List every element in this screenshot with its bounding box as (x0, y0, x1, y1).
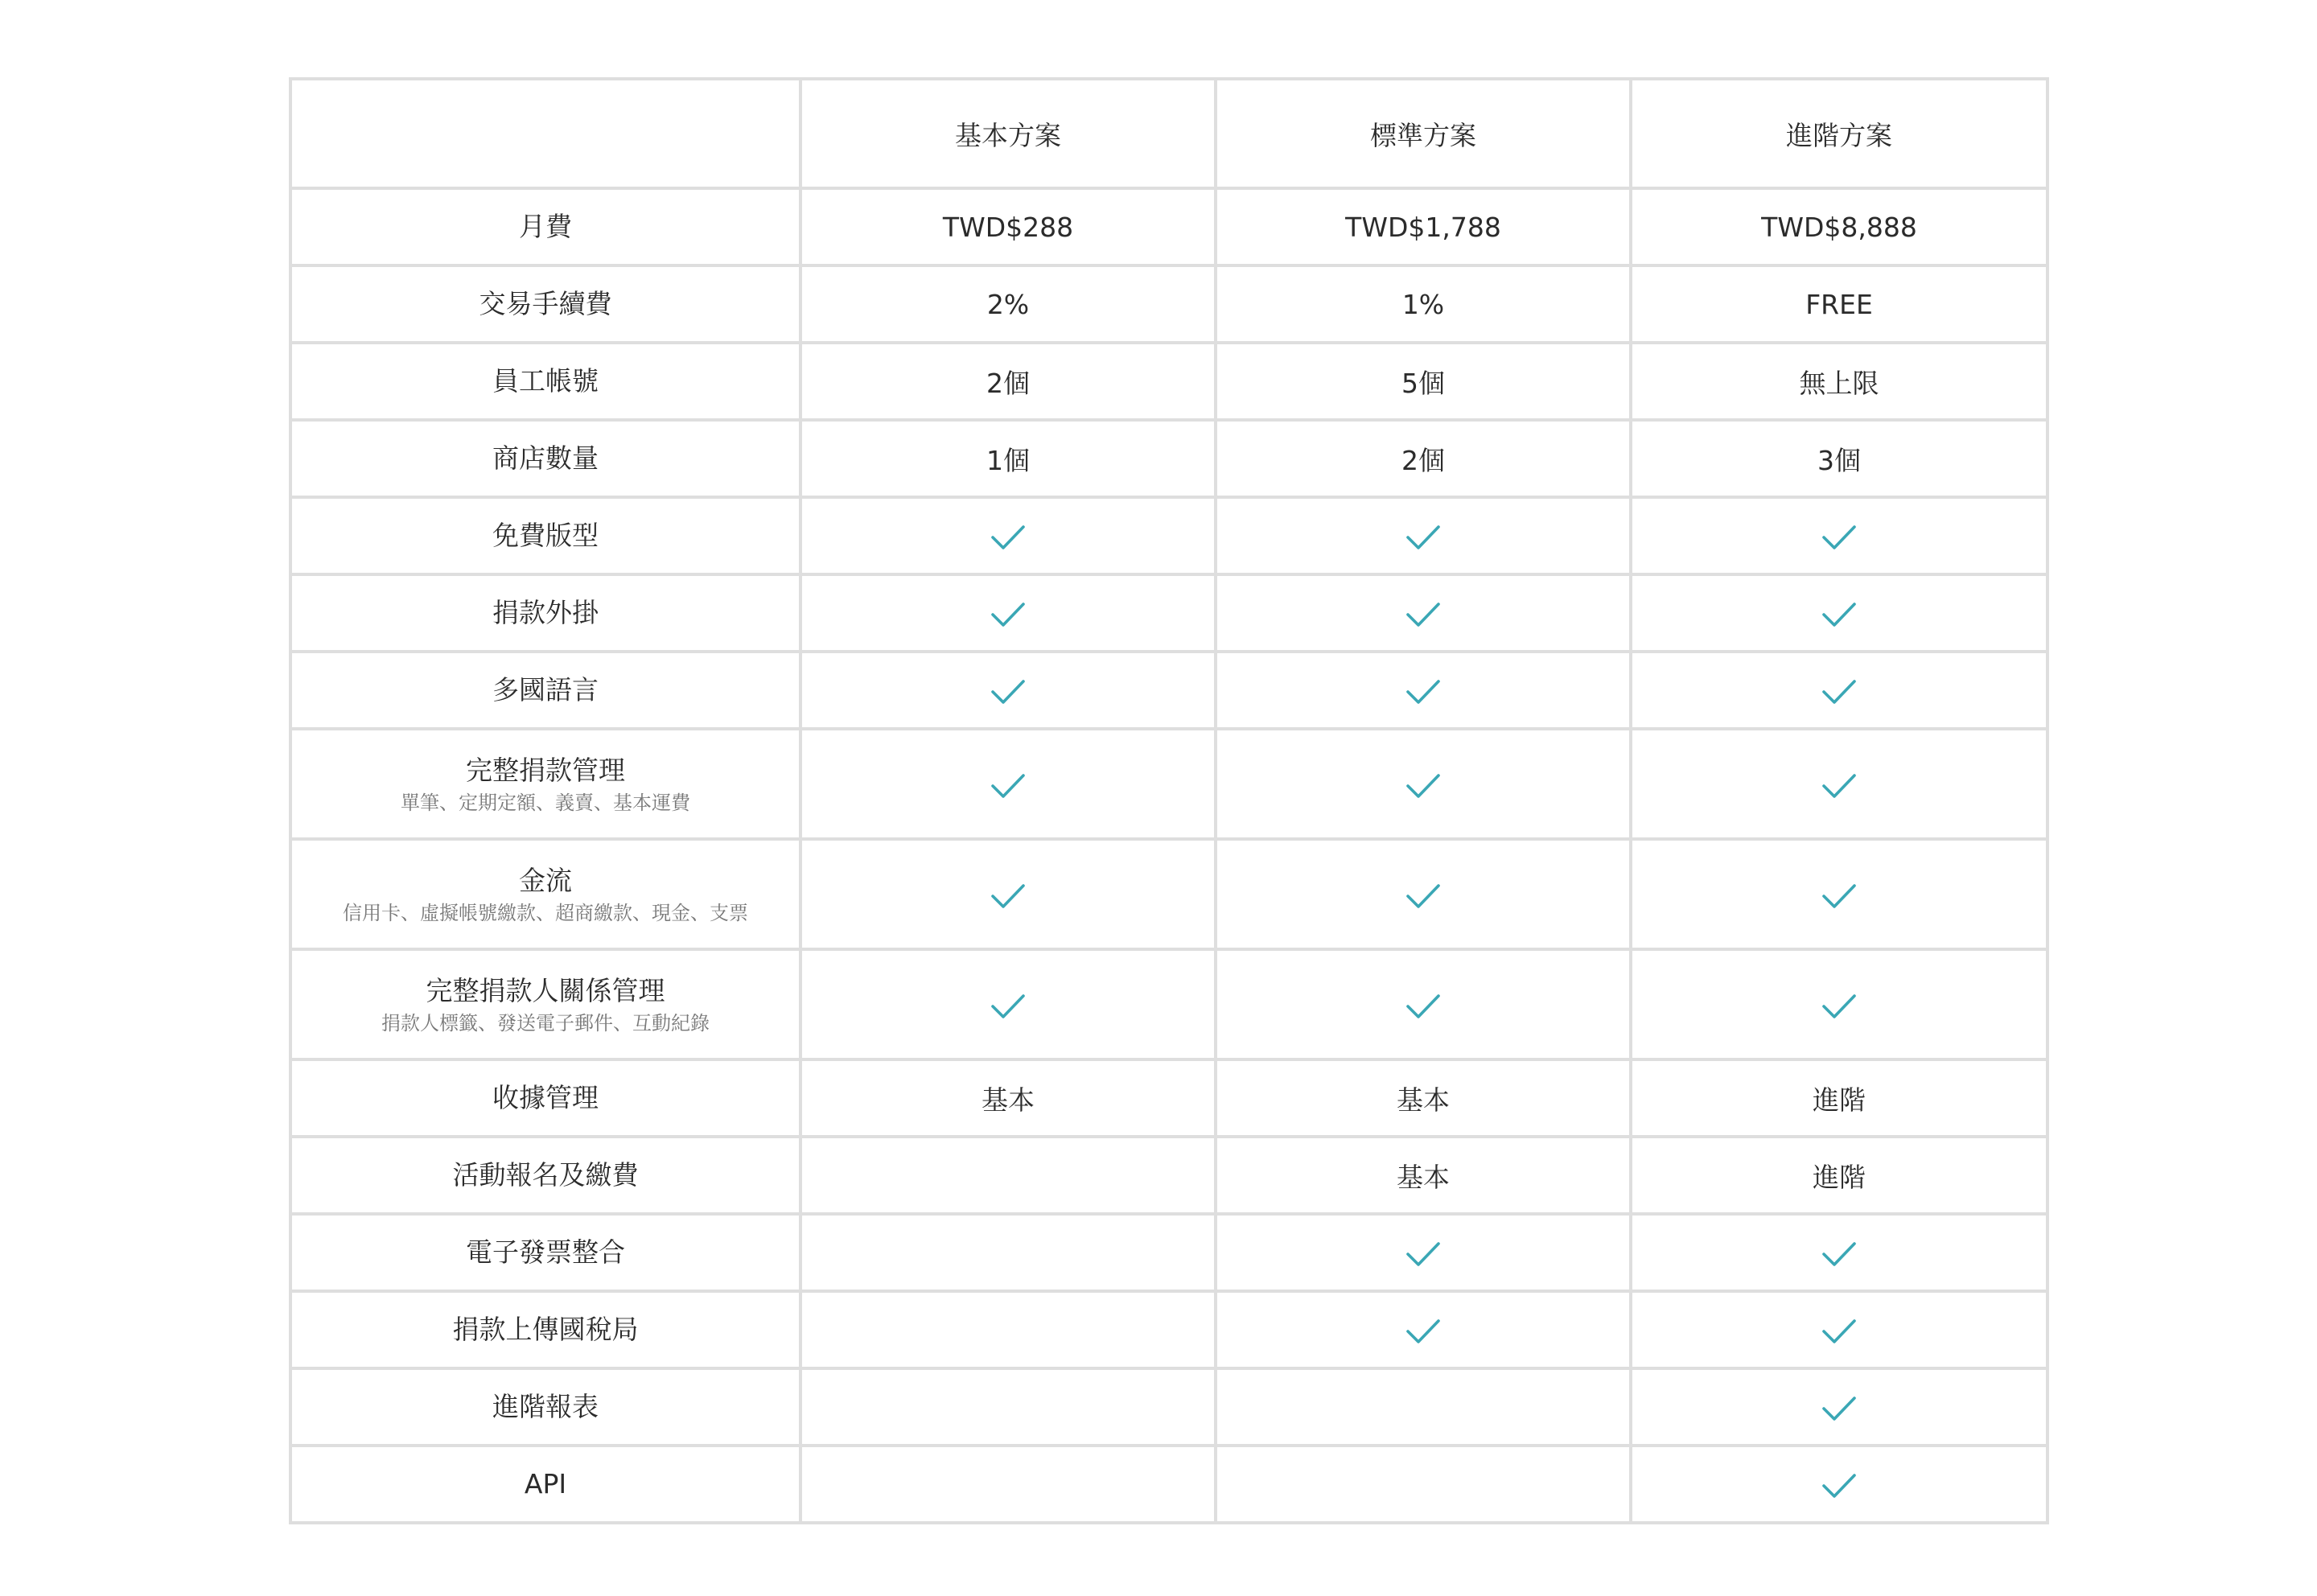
plan-cell-standard (1216, 1059, 1631, 1137)
check-icon (1405, 1318, 1441, 1345)
check-icon (990, 601, 1026, 628)
plan-cell-advanced (1631, 1137, 2047, 1214)
plan-cell-standard (1216, 420, 1631, 497)
header-corner-cell (290, 79, 800, 188)
feature-cell (290, 265, 800, 343)
check-icon (990, 772, 1026, 800)
check-icon (990, 678, 1026, 705)
feature-label: API (524, 1468, 567, 1499)
plan-cell-basic (800, 497, 1216, 574)
table-row (290, 949, 2047, 1059)
feature-cell (290, 1137, 800, 1214)
plan-cell-basic (800, 652, 1216, 729)
feature-label: 收據管理 (492, 1082, 599, 1113)
plan-value: 5個 (1401, 367, 1445, 399)
feature-cell (290, 188, 800, 265)
table-row (290, 1059, 2047, 1137)
feature-cell (290, 1214, 800, 1291)
feature-label: 員工帳號 (492, 365, 599, 397)
feature-label: 進階報表 (492, 1391, 599, 1422)
feature-cell (290, 839, 800, 949)
plan-value: 2個 (1401, 444, 1445, 476)
feature-label: 完整捐款管理 (466, 754, 625, 786)
plan-cell-basic (800, 1291, 1216, 1368)
check-icon (1821, 772, 1857, 800)
feature-cell (290, 949, 800, 1059)
check-icon (1405, 772, 1441, 800)
plan-cell-basic (800, 574, 1216, 652)
check-icon (1405, 993, 1441, 1020)
plan-cell-advanced (1631, 343, 2047, 420)
plan-cell-standard (1216, 839, 1631, 949)
check-icon (1405, 882, 1441, 910)
check-icon (990, 524, 1026, 551)
feature-cell (290, 1291, 800, 1368)
check-icon (1821, 1318, 1857, 1345)
table-row (290, 343, 2047, 420)
plan-cell-advanced (1631, 729, 2047, 839)
plan-value: 3個 (1817, 444, 1861, 476)
plan-value: 進階 (1813, 1084, 1866, 1116)
plan-value: 基本 (982, 1084, 1035, 1116)
feature-label: 免費版型 (492, 520, 599, 551)
plan-cell-advanced (1631, 188, 2047, 265)
check-icon (1821, 524, 1857, 551)
check-icon (1821, 882, 1857, 910)
plan-cell-basic (800, 1368, 1216, 1446)
plan-cell-basic (800, 839, 1216, 949)
feature-label: 多國語言 (492, 674, 599, 705)
plan-cell-standard (1216, 1446, 1631, 1523)
table-header-row (290, 79, 2047, 188)
check-icon (990, 993, 1026, 1020)
check-icon (1821, 1395, 1857, 1422)
check-icon (1405, 678, 1441, 705)
feature-label: 交易手續費 (479, 288, 612, 319)
plan-cell-advanced (1631, 1214, 2047, 1291)
plan-cell-basic (800, 949, 1216, 1059)
plan-cell-advanced (1631, 839, 2047, 949)
plan-cell-basic (800, 1446, 1216, 1523)
plan-value: 1個 (986, 444, 1030, 476)
plan-value: 1% (1401, 288, 1445, 320)
plan-cell-advanced (1631, 574, 2047, 652)
plan-cell-advanced (1631, 652, 2047, 729)
feature-label: 商店數量 (492, 442, 599, 474)
feature-description: 捐款人標籤、發送電子郵件、互動紀錄 (381, 1011, 710, 1035)
plan-cell-standard (1216, 1291, 1631, 1368)
table-row (290, 1137, 2047, 1214)
feature-cell (290, 343, 800, 420)
feature-label: 月費 (519, 211, 572, 242)
feature-cell (290, 1059, 800, 1137)
plan-cell-basic (800, 1137, 1216, 1214)
price-value: TWD$8,888 (1761, 211, 1917, 243)
plan-cell-advanced (1631, 949, 2047, 1059)
plan-cell-standard (1216, 949, 1631, 1059)
check-icon (990, 882, 1026, 910)
plan-cell-basic (800, 188, 1216, 265)
plan-cell-standard (1216, 188, 1631, 265)
plan-cell-standard (1216, 497, 1631, 574)
check-icon (1405, 524, 1441, 551)
table-row (290, 652, 2047, 729)
plan-comparison-table (289, 77, 2049, 1524)
table-row (290, 188, 2047, 265)
plan-value: FREE (1805, 288, 1873, 320)
feature-label: 金流 (519, 864, 572, 896)
table-row (290, 497, 2047, 574)
plan-header-standard: 標準方案 (1216, 79, 1631, 188)
plan-value: 進階 (1813, 1161, 1866, 1193)
feature-cell (290, 574, 800, 652)
plan-cell-basic (800, 1214, 1216, 1291)
table-body (290, 188, 2047, 1523)
plan-header-advanced: 進階方案 (1631, 79, 2047, 188)
table-row (290, 420, 2047, 497)
plan-cell-standard (1216, 265, 1631, 343)
feature-cell (290, 1446, 800, 1523)
feature-label: 捐款外掛 (492, 597, 599, 628)
plan-cell-advanced (1631, 420, 2047, 497)
table-row (290, 265, 2047, 343)
table-row (290, 729, 2047, 839)
plan-cell-basic (800, 1059, 1216, 1137)
price-value: TWD$288 (942, 211, 1074, 243)
check-icon (1821, 1240, 1857, 1268)
feature-label: 完整捐款人關係管理 (426, 974, 665, 1006)
plan-cell-standard (1216, 574, 1631, 652)
feature-label: 活動報名及繳費 (452, 1159, 639, 1191)
check-icon (1821, 1472, 1857, 1499)
feature-cell (290, 1368, 800, 1446)
plan-cell-advanced (1631, 265, 2047, 343)
plan-cell-standard (1216, 1214, 1631, 1291)
feature-label: 電子發票整合 (466, 1236, 625, 1268)
plan-cell-standard (1216, 1137, 1631, 1214)
plan-cell-basic (800, 729, 1216, 839)
table-row (290, 1214, 2047, 1291)
plan-cell-basic (800, 420, 1216, 497)
check-icon (1821, 678, 1857, 705)
plan-cell-standard (1216, 729, 1631, 839)
feature-cell (290, 420, 800, 497)
plan-cell-advanced (1631, 1446, 2047, 1523)
check-icon (1405, 1240, 1441, 1268)
table-row (290, 1368, 2047, 1446)
feature-cell (290, 497, 800, 574)
plan-cell-advanced (1631, 1291, 2047, 1368)
plan-value: 無上限 (1799, 367, 1879, 399)
feature-label: 捐款上傳國稅局 (452, 1314, 639, 1345)
plan-cell-standard (1216, 652, 1631, 729)
plan-value: 基本 (1397, 1084, 1450, 1116)
plan-cell-advanced (1631, 497, 2047, 574)
plan-cell-advanced (1631, 1368, 2047, 1446)
table-row (290, 1291, 2047, 1368)
table-row (290, 839, 2047, 949)
feature-description: 單筆、定期定額、義賣、基本運費 (401, 791, 690, 814)
feature-cell (290, 652, 800, 729)
table-row (290, 1446, 2047, 1523)
check-icon (1405, 601, 1441, 628)
plan-value: 2個 (986, 367, 1030, 399)
table-row (290, 574, 2047, 652)
plan-cell-basic (800, 343, 1216, 420)
price-value: TWD$1,788 (1345, 211, 1501, 243)
check-icon (1821, 993, 1857, 1020)
plan-cell-standard (1216, 343, 1631, 420)
plan-cell-basic (800, 265, 1216, 343)
plan-value: 2% (986, 288, 1030, 320)
feature-description: 信用卡、虛擬帳號繳款、超商繳款、現金、支票 (343, 901, 748, 924)
feature-cell (290, 729, 800, 839)
plan-value: 基本 (1397, 1161, 1450, 1193)
plan-cell-standard (1216, 1368, 1631, 1446)
plan-cell-advanced (1631, 1059, 2047, 1137)
plan-header-basic: 基本方案 (800, 79, 1216, 188)
check-icon (1821, 601, 1857, 628)
